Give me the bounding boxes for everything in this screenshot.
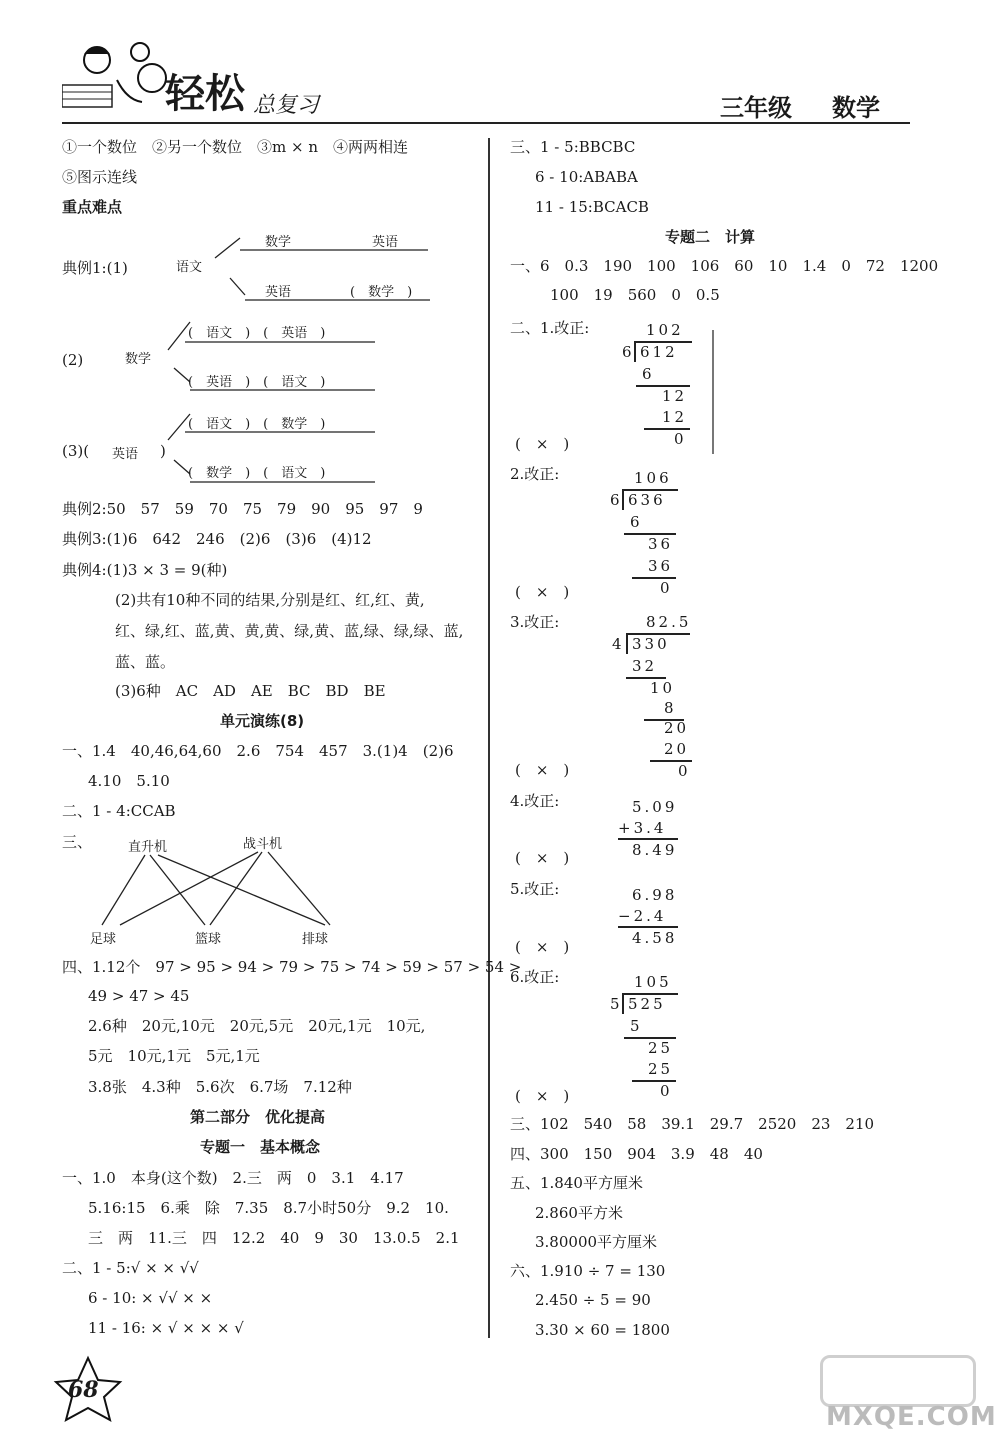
example-1-3-label: (3)( [62,442,90,460]
divisor: 4 [612,635,622,653]
step: 5 [630,1017,640,1035]
text-line: 典例3:(1)6 642 246 (2)6 (3)6 (4)12 [62,530,372,548]
correction-label: 2.改正: [510,465,560,483]
step: 6 [630,513,640,531]
text-line: 3.80000平方厘米 [535,1233,658,1251]
dividend: 636 [628,491,666,509]
text-line: (2)共有10种不同的结果,分别是红、红,红、黄, [115,591,425,609]
text-line: 3.8张 4.3种 5.6次 6.7场 7.12种 [88,1078,352,1096]
step: 25 [648,1039,674,1057]
watermark: MXQE.COM [826,1402,997,1432]
operand: 5.09 [632,798,678,816]
operand: −2.4 [618,907,667,925]
text-line: 5.16:15 6.乘 除 7.35 8.7小时50分 9.2 10. [88,1199,449,1217]
text-line: 二、1 - 4:CCAB [62,802,176,820]
text-line: 5元 10元,1元 5元,1元 [88,1047,260,1065]
text-line: 三、 [62,833,93,851]
match-item: 战斗机 [243,837,283,852]
text-line: 2.860平方米 [535,1204,623,1222]
page-number: 68 [68,1377,99,1403]
step: 8 [664,699,674,717]
text-line: ) [160,442,166,460]
tree-node: 英语 [265,285,292,300]
text-line: ⑤图示连线 [62,168,138,186]
text-line: 五、1.840平方厘米 [510,1174,643,1192]
divisor: 6 [610,491,620,509]
header-grade: 三年级 [720,94,792,122]
result: 4.58 [632,929,678,947]
step: 10 [650,679,676,697]
text-line: 三、102 540 58 39.1 29.7 2520 23 210 [510,1115,875,1133]
text-line: 2.6种 20元,10元 20元,5元 20元,1元 10元, [88,1017,426,1035]
example-1-label: 典例1:(1) [62,259,128,277]
text-line: 一、1.0 本身(这个数) 2.三 两 0 3.1 4.17 [62,1169,404,1187]
tree-node: ( 英语 ) ( 语文 ) [188,375,326,390]
quotient: 106 [634,469,672,487]
remainder: 0 [660,1082,670,1100]
text-line: 六、1.910 ÷ 7 = 130 [510,1262,666,1280]
correction-label: 3.改正: [510,613,560,631]
mark: ( × ) [515,761,570,779]
step: 32 [632,657,658,675]
step: 6 [642,365,652,383]
mark: ( × ) [515,938,570,956]
page-number-star [0,0,140,1444]
dividend: 330 [632,635,670,653]
division-bracket [634,341,636,362]
match-item: 直升机 [128,840,168,855]
text-line: 一、1.4 40,46,64,60 2.6 754 457 3.(1)4 (2)6 [62,742,454,760]
correction-label: 二、1.改正: [510,319,590,337]
check-line [712,330,714,454]
division-bracket [622,993,624,1014]
header-title: 轻松 [165,71,245,117]
mark: ( × ) [515,435,570,453]
section-heading: 重点难点 [62,198,123,216]
remainder: 0 [678,762,688,780]
division-bracket [622,489,624,510]
remainder: 0 [674,430,684,448]
tree-root: 语文 [176,260,203,275]
text-line: 11 - 16: × √ × × × √ [88,1319,244,1337]
quotient: 102 [646,321,684,339]
text-line: 49 > 47 > 45 [88,987,190,1005]
text-line: 3.30 × 60 = 1800 [535,1321,670,1339]
step: 12 [662,408,688,426]
watermark-logo [820,1355,976,1407]
correction-label: 5.改正: [510,880,560,898]
operand: 6.98 [632,886,678,904]
step: 20 [664,740,690,758]
header-subject: 数学 [832,94,880,122]
text-line: 2.450 ÷ 5 = 90 [535,1291,651,1309]
text-line: 4.10 5.10 [88,772,170,790]
text-line: 蓝、蓝。 [115,653,176,671]
divisor: 6 [622,343,632,361]
example-1-2-label: (2) [62,351,84,369]
division-bracket [626,633,628,654]
step: 25 [648,1060,674,1078]
text-line: 6 - 10: × √√ × × [88,1289,213,1307]
section-heading: 专题一 基本概念 [200,1138,321,1156]
text-line: 三 两 11.三 四 12.2 40 9 30 13.0.5 2.1 [88,1229,460,1247]
correction-label: 6.改正: [510,968,560,986]
tree-root: 英语 [112,447,139,462]
remainder: 0 [660,579,670,597]
text-line: 一、6 0.3 190 100 106 60 10 1.4 0 72 1200 [510,257,939,275]
section-heading: 专题二 计算 [665,228,756,246]
section-heading: 单元演练(8) [220,712,305,730]
text-line: 典例4:(1)3 × 3 = 9(种) [62,561,228,579]
mark: ( × ) [515,849,570,867]
dividend: 612 [640,343,678,361]
tree-node: ( 语文 ) ( 数学 ) [188,417,326,432]
dividend: 525 [628,995,666,1013]
text-line: 三、1 - 5:BBCBC [510,138,636,156]
text-line: 二、1 - 5:√ × × √√ [62,1259,199,1277]
step: 12 [662,387,688,405]
tree-node: ( 数学 ) [350,285,413,300]
header-subtitle: 总复习 [253,93,320,118]
text-line: ①一个数位 ②另一个数位 ③m × n ④两两相连 [62,138,408,156]
mark: ( × ) [515,1087,570,1105]
text-line: 6 - 10:ABABA [535,168,638,186]
divisor: 5 [610,995,620,1013]
tree-node: ( 数学 ) ( 语文 ) [188,466,326,481]
match-item: 篮球 [195,932,222,947]
text-line: 红、绿,红、蓝,黄、黄,黄、绿,黄、蓝,绿、绿,绿、蓝, [115,622,464,640]
quotient: 82.5 [646,613,692,631]
text-line: 100 19 560 0 0.5 [550,286,720,304]
text-line: 11 - 15:BCACB [535,198,649,216]
step: 36 [648,557,674,575]
section-heading: 第二部分 优化提高 [190,1108,326,1126]
step: 20 [664,719,690,737]
correction-label: 4.改正: [510,792,560,810]
mark: ( × ) [515,583,570,601]
tree-node: 数学 [265,235,292,250]
text-line: 四、300 150 904 3.9 48 40 [510,1145,763,1163]
operand: +3.4 [618,819,667,837]
quotient: 105 [634,973,672,991]
tree-node: ( 语文 ) ( 英语 ) [188,326,326,341]
text-line: 典例2:50 57 59 70 75 79 90 95 97 9 [62,500,423,518]
result: 8.49 [632,841,678,859]
match-item: 排球 [302,932,329,947]
text-line: 四、1.12个 97 > 95 > 94 > 79 > 75 > 74 > 59 > 57 > 54 > [62,958,522,976]
tree-node: 英语 [372,235,399,250]
text-line: (3)6种 AC AD AE BC BD BE [115,682,386,700]
tree-root: 数学 [125,352,152,367]
step: 36 [648,535,674,553]
match-item: 足球 [90,932,117,947]
